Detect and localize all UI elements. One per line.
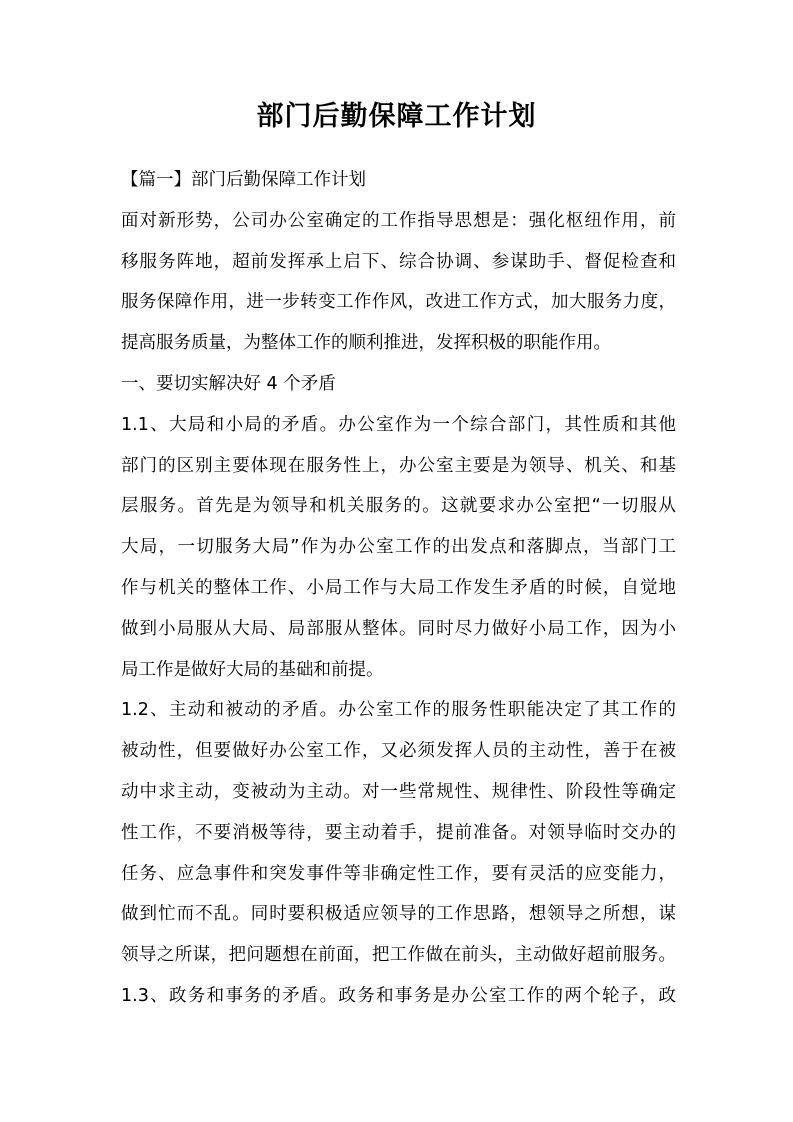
paragraph-line: 面对新形势，公司办公室确定的工作指导思想是：强化枢纽作用，前 (121, 210, 676, 231)
paragraph-line: 被动性，但要做好办公室工作，又必须发挥人员的主动性，善于在被 (121, 741, 676, 762)
paragraph-line: 局工作是做好大局的基础和前提。 (121, 659, 384, 680)
paragraph-line: 做到忙而不乱。同时要积极适应领导的工作思路，想领导之所想，谋 (121, 904, 676, 925)
paragraph-line: 作与机关的整体工作、小局工作与大局工作发生矛盾的时候，自觉地 (121, 577, 676, 598)
paragraph-line: 领导之所谋，把问题想在前面，把工作做在前头，主动做好超前服务。 (121, 945, 676, 966)
paragraph-line: 做到小局服从大局、局部服从整体。同时尽力做好小局工作，因为小 (121, 618, 676, 639)
paragraph-line: 服务保障作用，进一步转变工作作风，改进工作方式，加大服务力度， (121, 292, 676, 313)
paragraph-line: 部门的区别主要体现在服务性上，办公室主要是为领导、机关、和基 (121, 455, 676, 476)
document-body (121, 160, 676, 1017)
subsection-heading: 一、要切实解决好 4 个矛盾 (121, 373, 336, 394)
paragraph-line: 动中求主动，变被动为主动。对一些常规性、规律性、阶段性等确定 (121, 781, 676, 802)
paragraph-line: 层服务。首先是为领导和机关服务的。这就要求办公室把“一切服从 (121, 496, 676, 517)
paragraph-line: 1.2、主动和被动的矛盾。办公室工作的服务性职能决定了其工作的 (121, 700, 676, 721)
paragraph-line: 提高服务质量，为整体工作的顺利推进，发挥积极的职能作用。 (121, 333, 611, 354)
paragraph-line: 移服务阵地，超前发挥承上启下、综合协调、参谋助手、督促检查和 (121, 251, 676, 272)
paragraph-line: 1.1、大局和小局的矛盾。办公室作为一个综合部门，其性质和其他 (121, 414, 676, 435)
paragraph-line: 大局，一切服务大局”作为办公室工作的出发点和落脚点，当部门工 (121, 537, 676, 558)
paragraph-line: 1.3、政务和事务的矛盾。政务和事务是办公室工作的两个轮子，政 (121, 985, 676, 1006)
document-title: 部门后勤保障工作计划 (256, 101, 537, 132)
section-heading: 【篇一】部门后勤保障工作计划 (121, 170, 366, 190)
paragraph-line: 性工作，不要消极等待，要主动着手，提前准备。对领导临时交办的 (121, 822, 676, 843)
paragraph-line: 任务、应急事件和突发事件等非确定性工作，要有灵活的应变能力， (121, 863, 676, 884)
